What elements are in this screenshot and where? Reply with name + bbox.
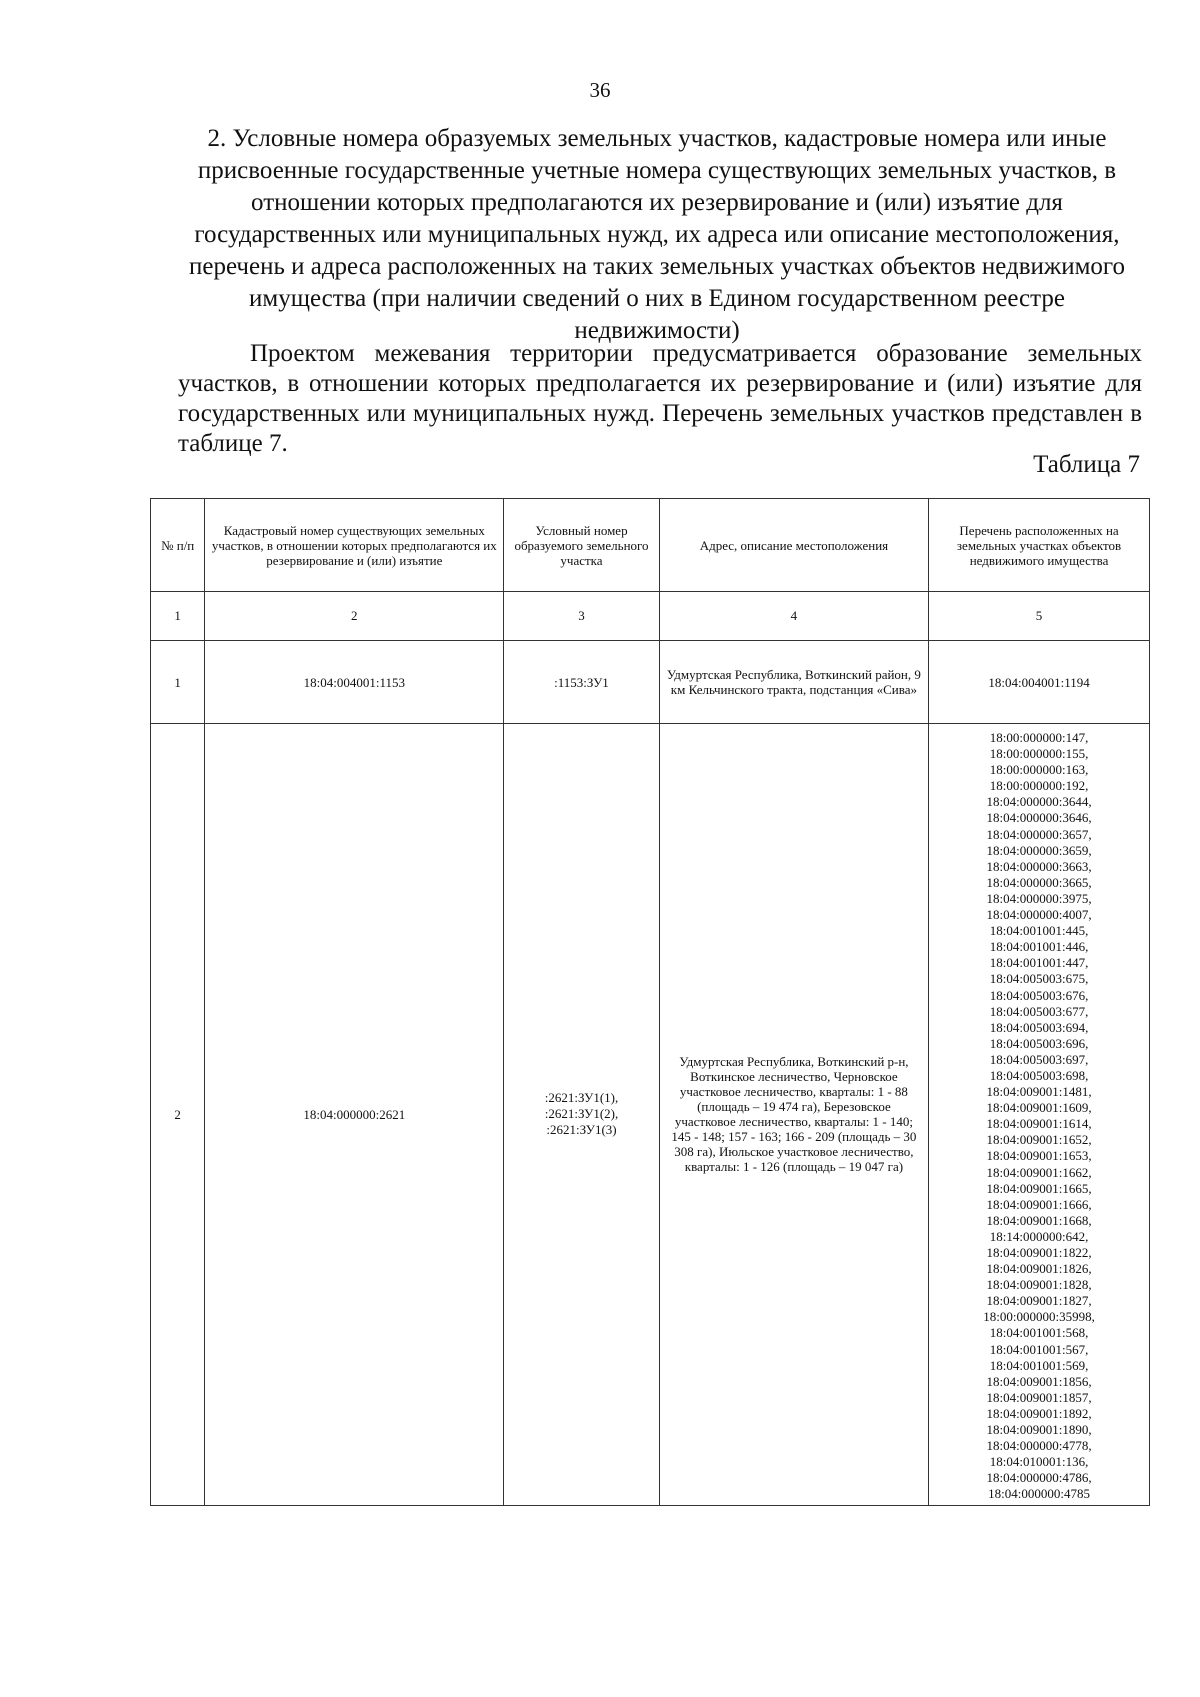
cadastral-number: 18:04:004001:1153 bbox=[205, 641, 504, 724]
column-number: 1 bbox=[151, 592, 205, 641]
column-number-row bbox=[151, 592, 1150, 641]
column-number: 4 bbox=[659, 592, 928, 641]
section-heading: 2. Условные номера образуемых земельных участков, кадастровые номера или иные присвоенные государственные учетные номера существующих земельных участков, в отношении которых предполагаются их резервирование и (или) изъятие для государственных или муниципальных нужд, их адреса или описание местоположения, перечень и адреса расположенных на таких земельных участках объектов недвижимого имущества (при наличии сведений о них в Едином государственном реестре недвижимости) bbox=[188, 125, 1126, 344]
objects-list: 18:04:004001:1194 bbox=[929, 641, 1150, 724]
column-number: 5 bbox=[929, 592, 1150, 641]
address-description: Удмуртская Республика, Воткинский район, 9 км Кельчинского тракта, подстанция «Сива» bbox=[659, 641, 928, 724]
row-number: 1 bbox=[151, 641, 205, 724]
cadastral-number: 18:04:000000:2621 bbox=[205, 724, 504, 1506]
column-number: 2 bbox=[205, 592, 504, 641]
land-plots-table bbox=[150, 498, 1150, 1506]
header-address: Адрес, описание местоположения bbox=[659, 499, 928, 592]
header-cadastral: Кадастровый номер существующих земельных участков, в отношении которых предполагаются их резервирование и (или) изъятие bbox=[205, 499, 504, 592]
table-row bbox=[151, 641, 1150, 724]
column-number: 3 bbox=[504, 592, 659, 641]
header-conditional: Условный номер образуемого земельного участка bbox=[504, 499, 659, 592]
objects-cell bbox=[929, 724, 1150, 1506]
table-row bbox=[151, 724, 1150, 1506]
row-number: 2 bbox=[151, 724, 205, 1506]
conditional-number: :1153:ЗУ1 bbox=[504, 641, 659, 724]
objects-list: 18:00:000000:147, 18:00:000000:155, 18:00:000000:163, 18:00:000000:192, 18:04:000000:3644, 18:04:000000:3646, 18:04:000000:3657, 18:04:000000:3659, 18:04:000000:3663, 18:04:000000:3665, 18:04:000000:3975, 18:04:000000:4007, 18:04:001001:445, 18:04:001001:446, 18:04:001001:447, 18:04:005003:675, 18:04:005003:676, 18:04:005003:677, 18:04:005003:694, 18:04:005003:696, 18:04:005003:697, 18:04:005003:698, 18:04:009001:1481, 18:04:009001:1609, 18:04:009001:1614, 18:04:009001:1652, 18:04:009001:1653, 18:04:009001:1662, 18:04:009001:1665, 18:04:009001:1666, 18:04:009001:1668, 18:14:000000:642, 18:04:009001:1822, 18:04:009001:1826, 18:04:009001:1828, 18:04:009001:1827, 18:00:000000:35998, 18:04:001001:568, 18:04:001001:567, 18:04:001001:569, 18:04:009001:1856, 18:04:009001:1857, 18:04:009001:1892, 18:04:009001:1890, 18:04:000000:4778, 18:04:010001:136, 18:04:000000:4786, 18:04:000000:4785 bbox=[983, 730, 1095, 1502]
address-description: Удмуртская Республика, Воткинский р-н, Воткинское лесничество, Черновское участковое лесничество, кварталы: 1 - 88 (площадь – 19 474 га), Березовское участковое лесничество, кварталы: 1 - 140; 145 - 148; 157 - 163; 166 - 209 (площадь – 30 308 га), Июльское участковое лесничество, кварталы: 1 - 126 (площадь – 19 047 га) bbox=[659, 724, 928, 1506]
header-objects: Перечень расположенных на земельных участках объектов недвижимого имущества bbox=[929, 499, 1150, 592]
page-number: 36 bbox=[589, 78, 611, 102]
header-number: № п/п bbox=[151, 499, 205, 592]
conditional-number bbox=[504, 724, 659, 1506]
table-caption: Таблица 7 bbox=[1033, 451, 1140, 478]
body-paragraph: Проектом межевания территории предусматривается образование земельных участков, в отношении которых предполагается их резервирование и (или) изъятие для государственных или муниципальных нужд. Перечень земельных участков представлен в таблице 7. bbox=[178, 340, 1142, 457]
conditional-number-list: :2621:ЗУ1(1), :2621:ЗУ1(2), :2621:ЗУ1(3) bbox=[544, 1090, 619, 1138]
table-header-row bbox=[151, 499, 1150, 592]
